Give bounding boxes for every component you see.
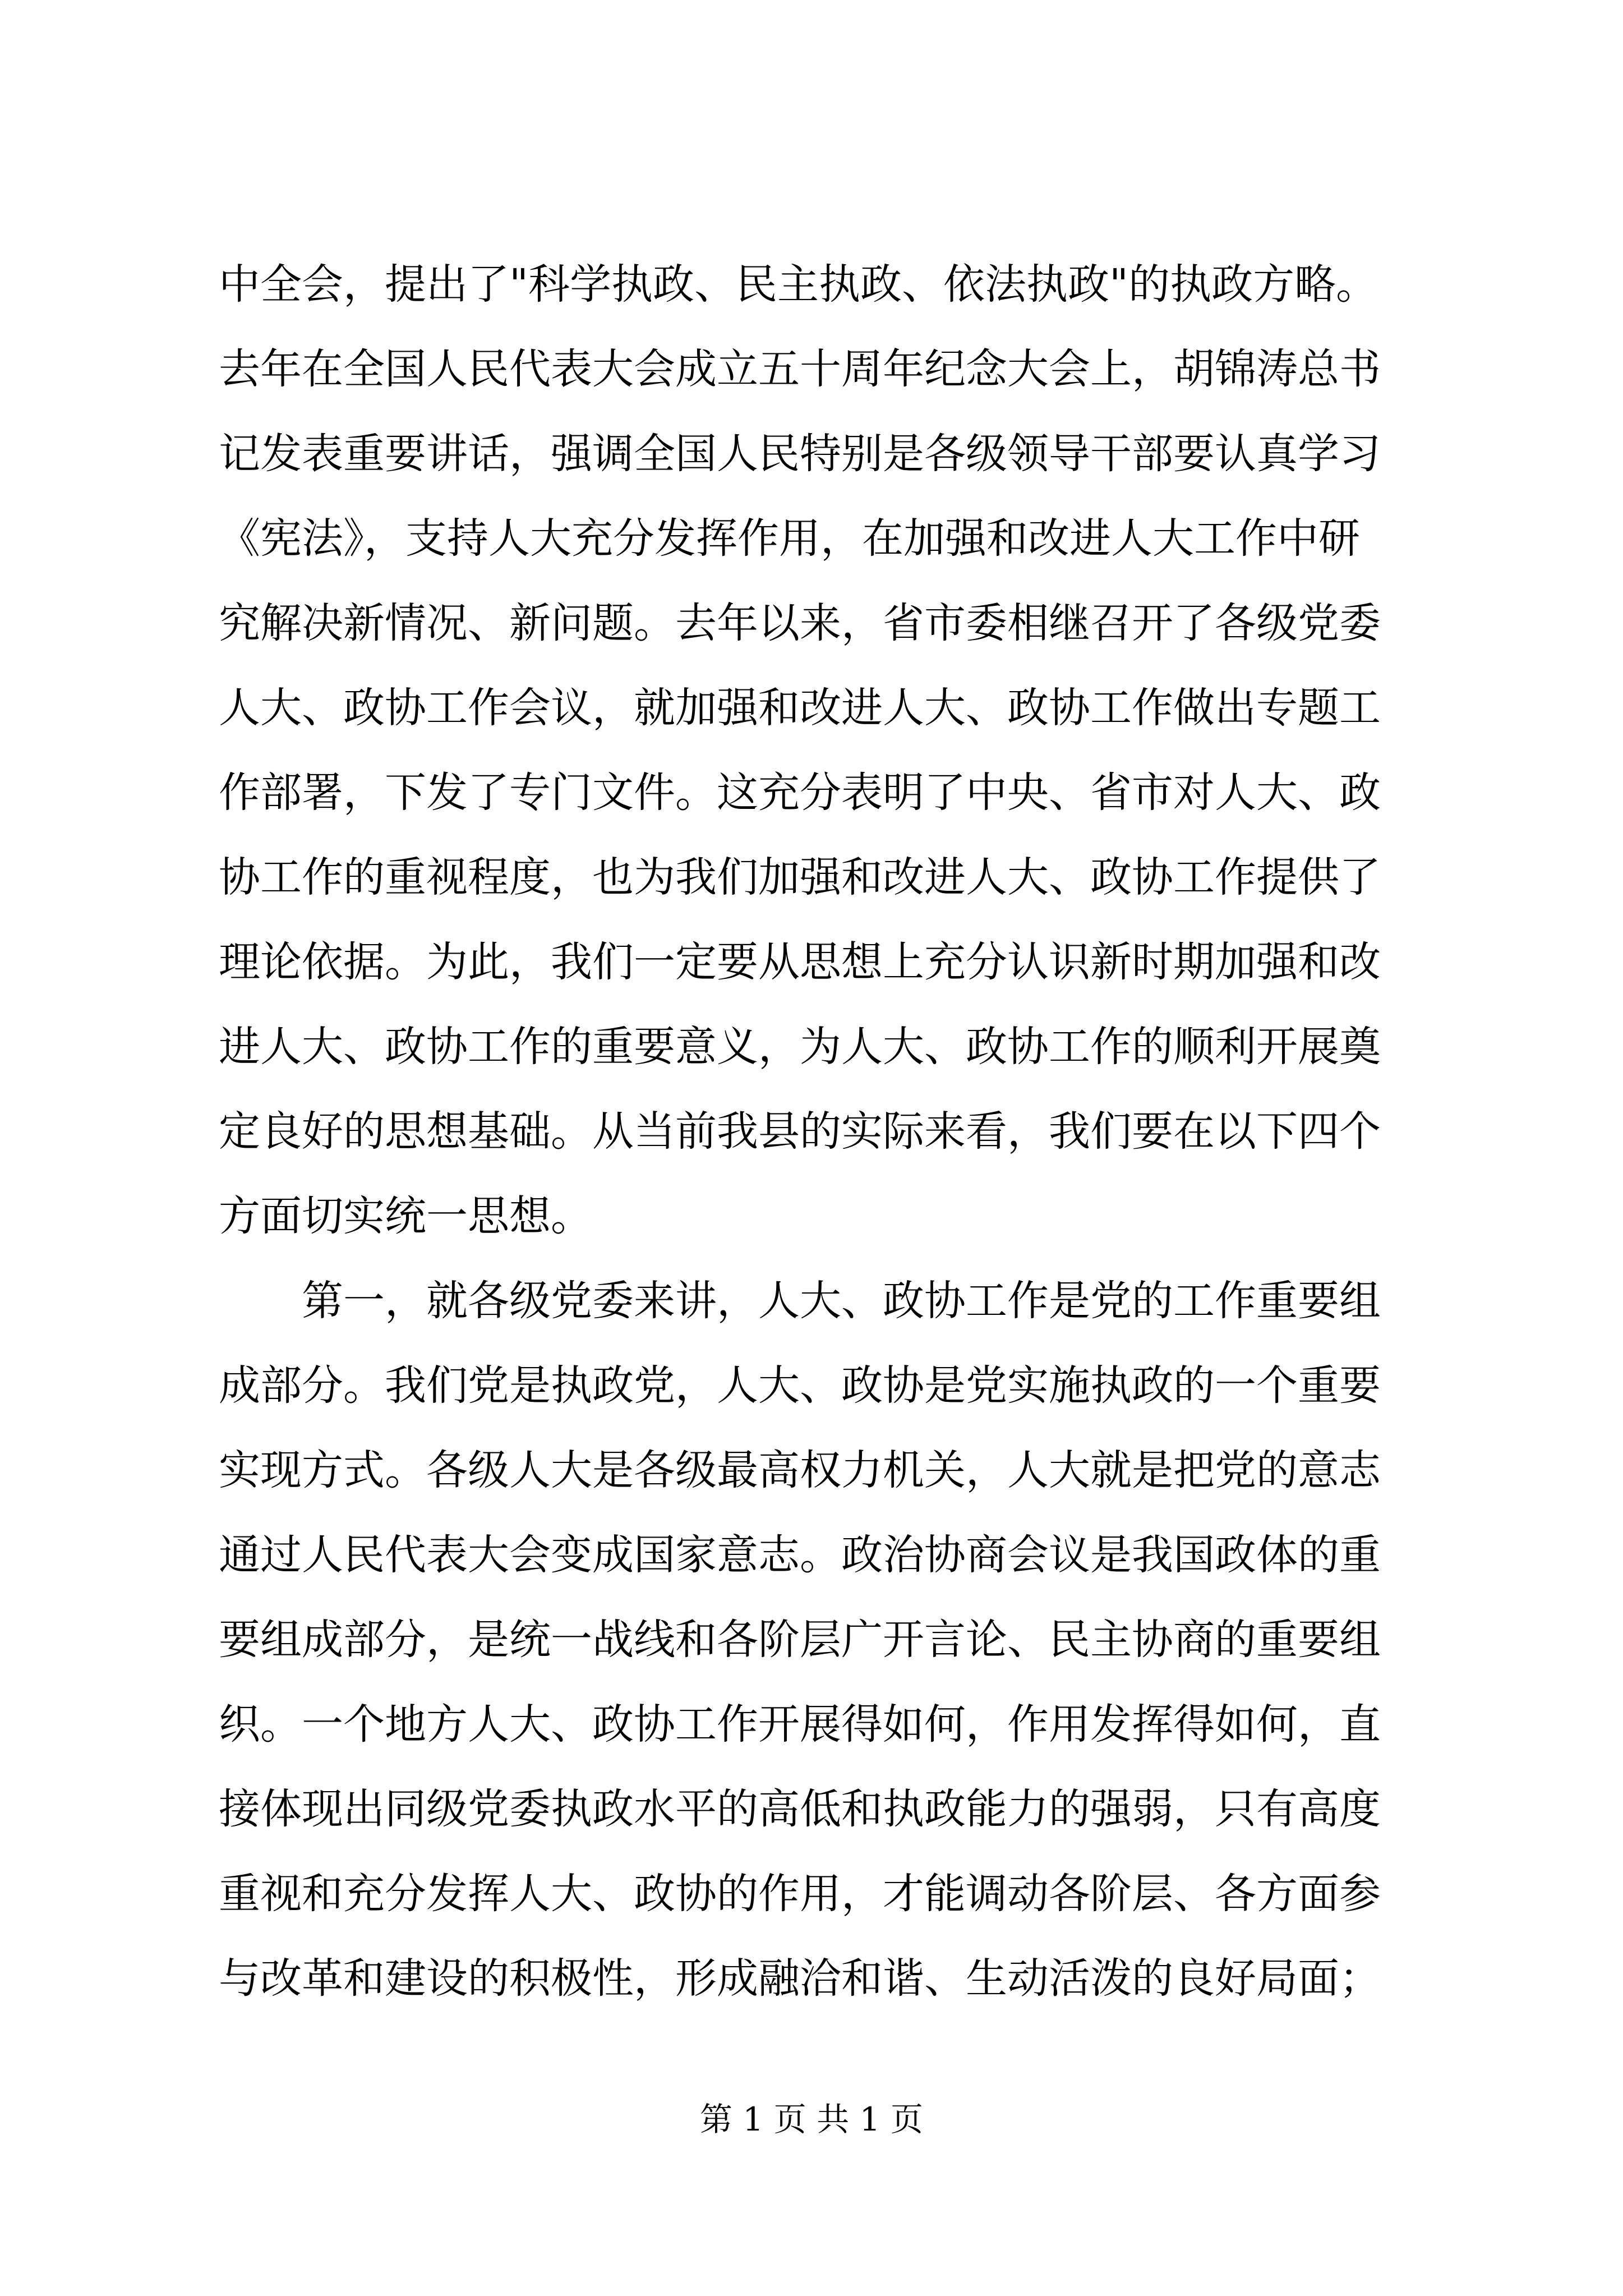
text-line: 织。一个地方人大、政协工作开展得如何，作用发挥得如何，直 [219, 1700, 1381, 1749]
text-line: 协工作的重视程度，也为我们加强和改进人大、政协工作提供了 [219, 853, 1381, 901]
text-line: 要组成部分，是统一战线和各阶层广开言论、民主协商的重要组 [219, 1616, 1381, 1664]
text-line: 作部署，下发了专门文件。这充分表明了中央、省市对人大、政 [219, 769, 1381, 817]
text-line: 通过人民代表大会变成国家意志。政治协商会议是我国政体的重 [219, 1531, 1381, 1579]
text-line: 人大、政协工作会议，就加强和改进人大、政协工作做出专题工 [219, 684, 1381, 732]
text-line: 理论依据。为此，我们一定要从思想上充分认识新时期加强和改 [219, 938, 1381, 986]
text-line: 第一，就各级党委来讲，人大、政协工作是党的工作重要组 [219, 1277, 1381, 1325]
text-line: 定良好的思想基础。从当前我县的实际来看，我们要在以下四个 [219, 1107, 1381, 1156]
text-line: 《宪法》，支持人大充分发挥作用，在加强和改进人大工作中研 [219, 514, 1360, 563]
text-line: 去年在全国人民代表大会成立五十周年纪念大会上，胡锦涛总书 [219, 345, 1381, 393]
text-line: 中全会，提出了"科学执政、民主执政、依法执政"的执政方略。 [219, 260, 1378, 309]
text-line: 进人大、政协工作的重要意义，为人大、政协工作的顺利开展奠 [219, 1023, 1381, 1071]
text-line: 记发表重要讲话，强调全国人民特别是各级领导干部要认真学习 [219, 430, 1381, 478]
text-line: 接体现出同级党委执政水平的高低和执政能力的强弱，只有高度 [219, 1785, 1381, 1833]
text-line: 成部分。我们党是执政党，人大、政协是党实施执政的一个重要 [219, 1361, 1381, 1410]
text-line: 究解决新情况、新问题。去年以来，省市委相继召开了各级党委 [219, 599, 1381, 647]
page-footer: 第 1 页 共 1 页 [700, 2100, 923, 2138]
text-line: 方面切实统一思想。 [219, 1192, 592, 1240]
text-line: 实现方式。各级人大是各级最高权力机关，人大就是把党的意志 [219, 1446, 1381, 1494]
body-text [219, 242, 1405, 2021]
text-line: 重视和充分发挥人大、政协的作用，才能调动各阶层、各方面参 [219, 1870, 1381, 1918]
text-line: 与改革和建设的积极性，形成融洽和谐、生动活泼的良好局面； [219, 1954, 1381, 2003]
